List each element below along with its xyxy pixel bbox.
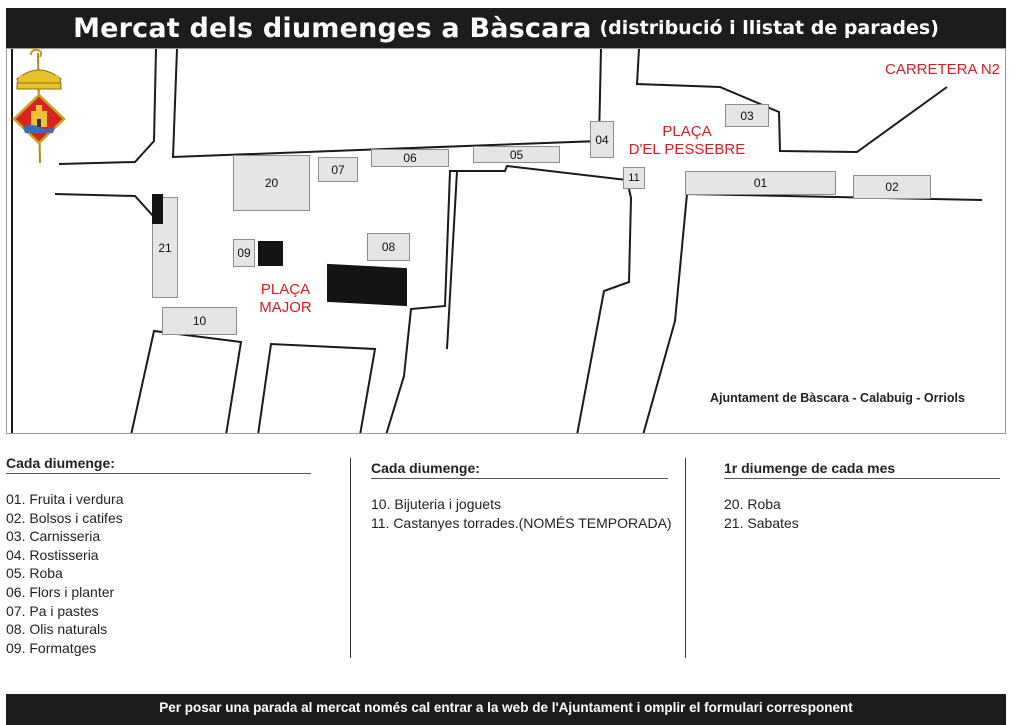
label-placa-pessebre-line2: D'EL PESSEBRE	[628, 141, 746, 158]
stall-05: 05	[473, 146, 560, 163]
stall-20: 20	[233, 155, 310, 211]
stall-03: 03	[725, 104, 769, 127]
coat-of-arms-icon	[7, 49, 71, 165]
list-item: 03. Carnisseria	[6, 528, 101, 545]
stall-10: 10	[162, 307, 237, 335]
stall-01: 01	[685, 171, 836, 195]
stall-11: 11	[623, 167, 645, 189]
list-item: 09. Formatges	[6, 639, 97, 656]
list-item: 05. Roba	[6, 565, 63, 582]
dark-block-09	[258, 241, 283, 266]
column-divider	[685, 458, 686, 658]
list-item: 01. Fruita i verdura	[6, 491, 124, 507]
stall-08: 08	[367, 233, 410, 261]
list-item: 08. Olis naturals	[6, 621, 108, 638]
title-bar	[6, 8, 1006, 48]
title-subtitle: (distribució i llistat de parades)	[599, 17, 939, 39]
stall-07: 07	[318, 157, 358, 182]
list-column-weekly-1	[6, 455, 311, 657]
stall-09: 09	[233, 239, 255, 267]
title-main: Mercat dels diumenges a Bàscara	[73, 12, 592, 44]
list-item: 11. Castanyes torrades.(NOMÉS TEMPORADA)	[371, 514, 672, 531]
label-placa-pessebre	[627, 123, 747, 159]
list-item: 10. Bijuteria i joguets	[371, 496, 501, 512]
dark-block-21	[152, 194, 163, 224]
list-item: 07. Pa i pastes	[6, 602, 99, 619]
label-placa-pessebre-line1: PLAÇA	[662, 123, 712, 140]
market-map	[6, 48, 1006, 434]
stall-02: 02	[853, 175, 931, 199]
list-item: 21. Sabates	[724, 514, 799, 531]
column-heading: Cada diumenge:	[6, 455, 311, 474]
list-item: 20. Roba	[724, 496, 781, 512]
list-item: 02. Bolsos i catifes	[6, 509, 123, 526]
column-divider	[350, 458, 351, 658]
council-name: Ajuntament de Bàscara - Calabuig - Orriols	[710, 391, 965, 405]
label-placa-major	[243, 281, 328, 317]
label-placa-major-line2: MAJOR	[259, 299, 312, 316]
stall-21: 21	[152, 197, 178, 298]
column-heading: 1r diumenge de cada mes	[724, 460, 1000, 479]
list-item: 04. Rostisseria	[6, 546, 99, 563]
list-item: 06. Flors i planter	[6, 583, 115, 600]
footer-note: Per posar una parada al mercat només cal entrar a la web de l'Ajuntament i omplir el formulari corresponent	[6, 694, 1006, 725]
list-column-weekly-2	[371, 460, 672, 532]
dark-block-placa-major	[327, 264, 407, 306]
stall-04: 04	[590, 121, 614, 158]
label-placa-major-line1: PLAÇA	[260, 281, 311, 298]
label-carretera: CARRETERA N2	[885, 61, 1001, 78]
list-column-monthly	[724, 460, 1000, 532]
stall-06: 06	[371, 149, 449, 167]
column-heading: Cada diumenge:	[371, 460, 668, 479]
